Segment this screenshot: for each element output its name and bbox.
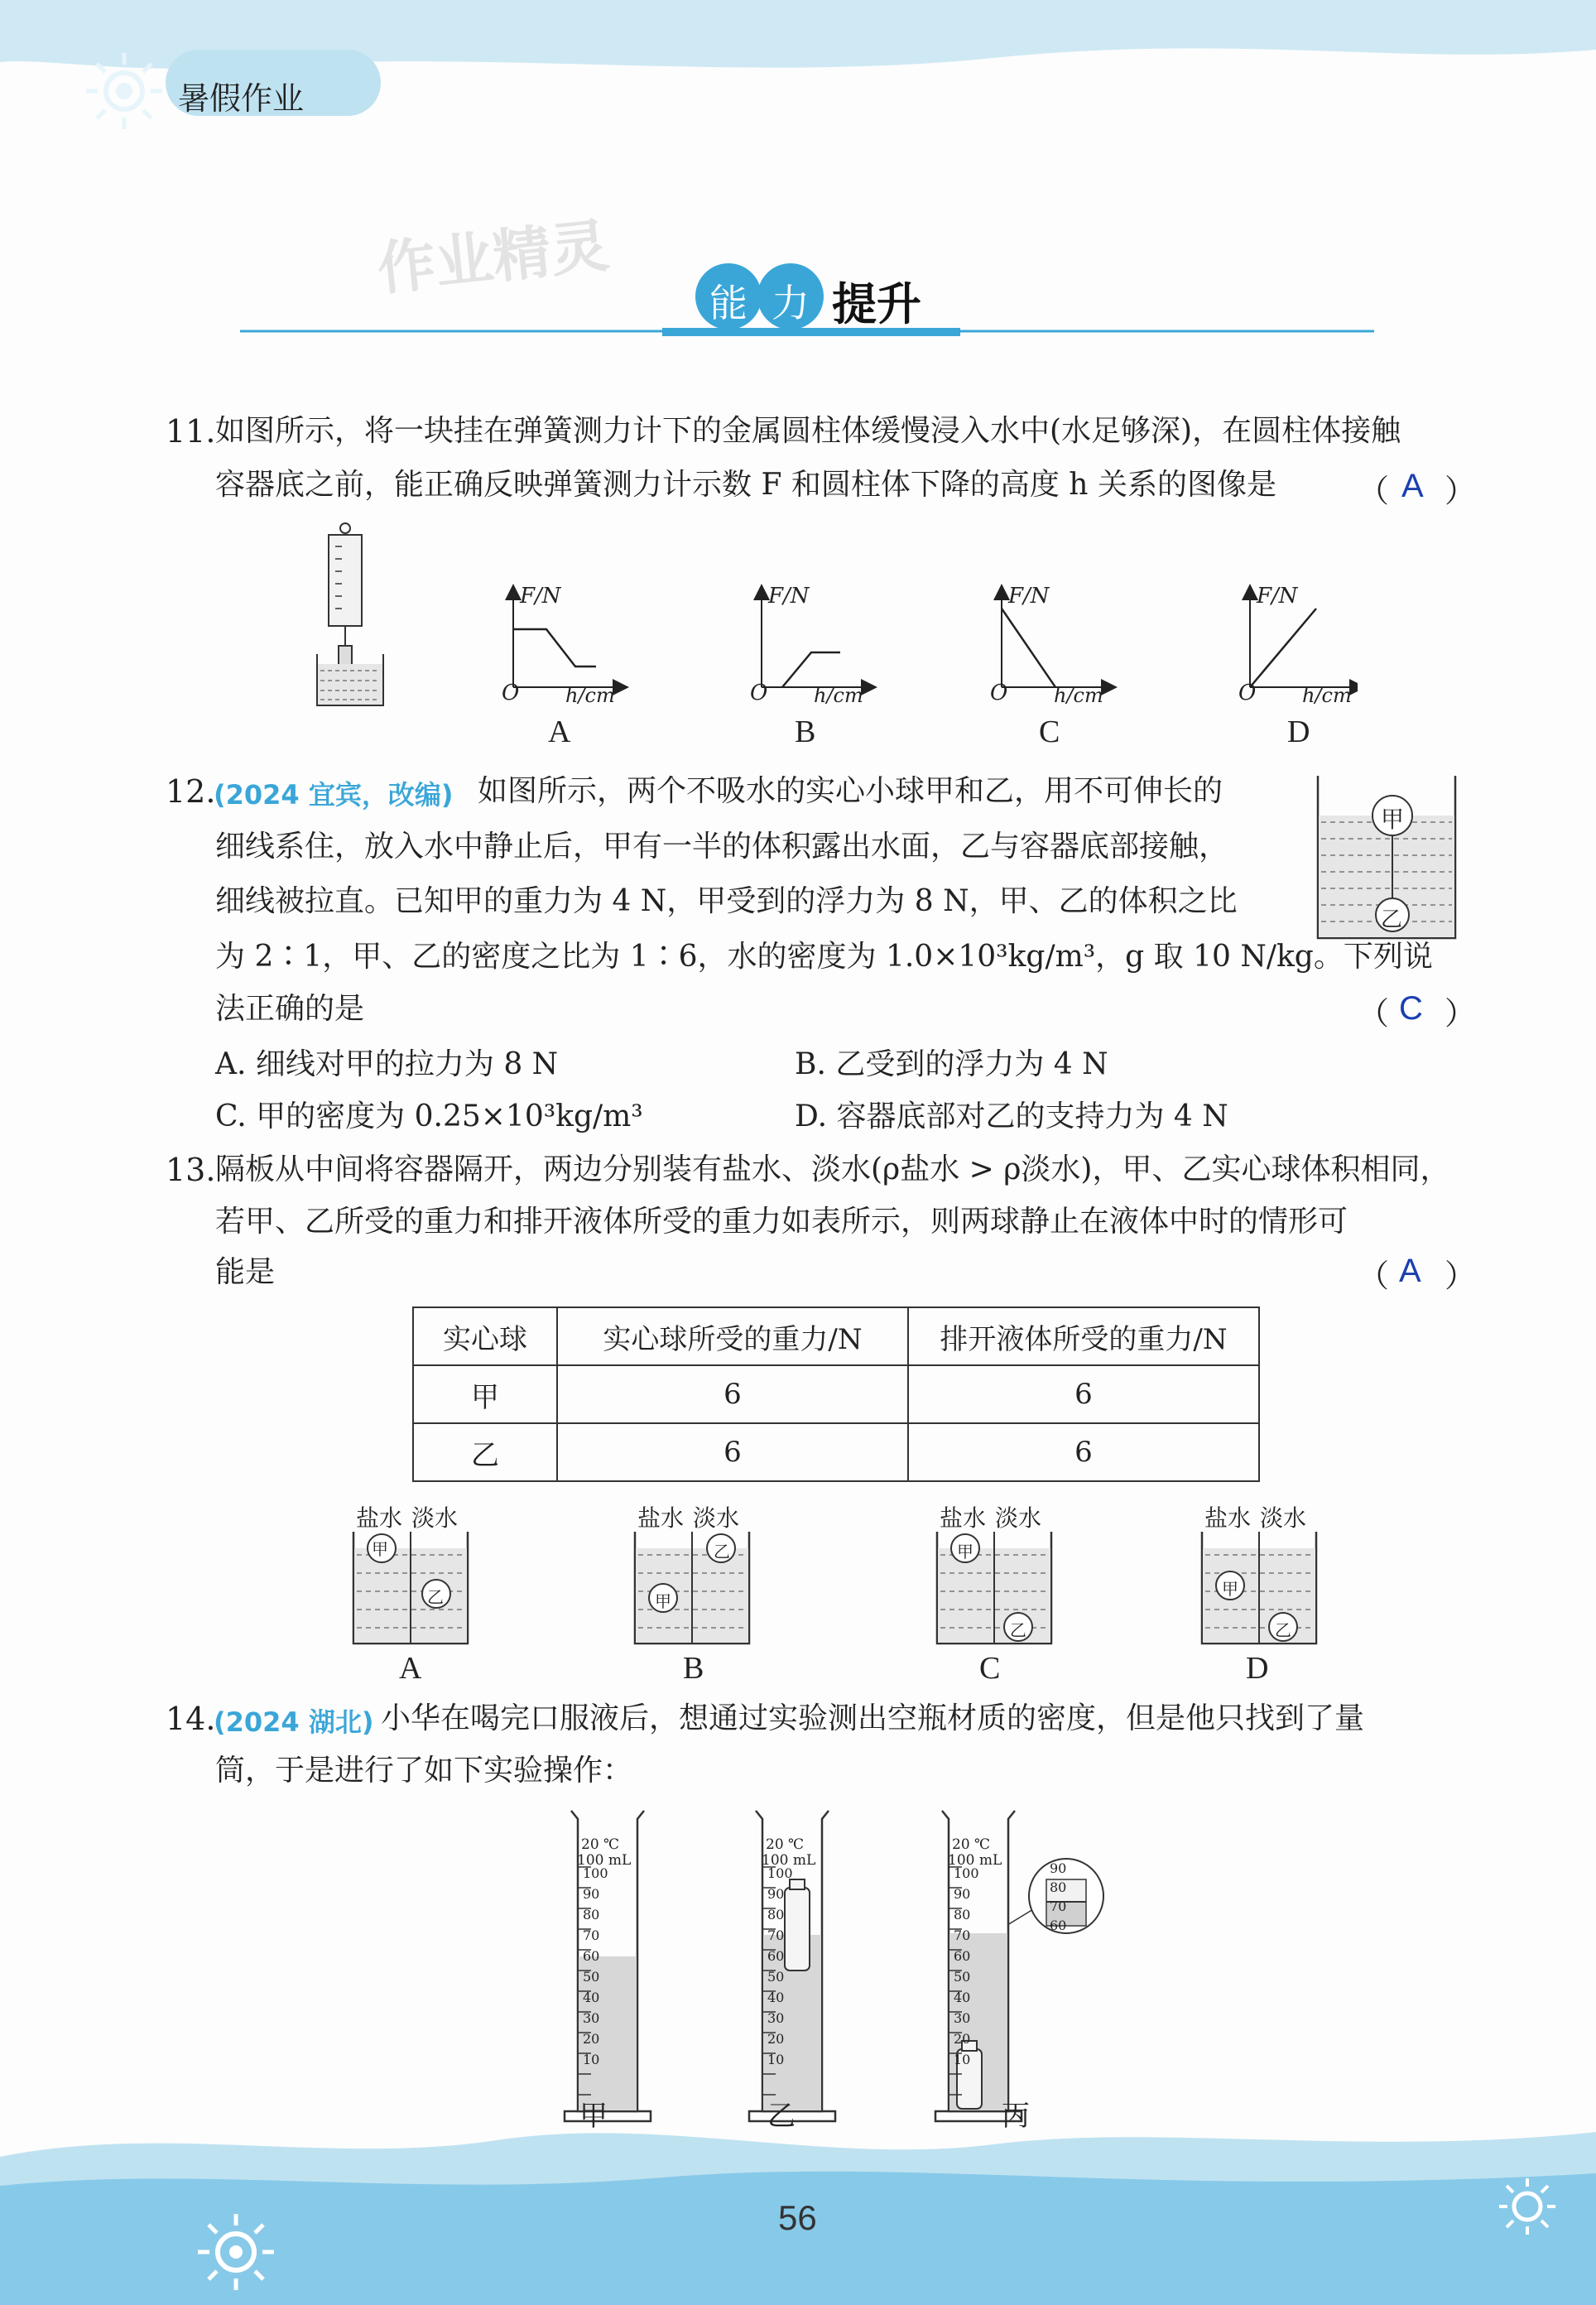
- q14-yi-temp: 20 ℃: [766, 1836, 805, 1853]
- q11-graphs: [480, 580, 1358, 762]
- q13-c-ball-yi: 乙: [1010, 1620, 1026, 1640]
- q11-graph-d-origin: O: [1238, 681, 1257, 705]
- q14-bing-tick: 60: [954, 1948, 971, 1964]
- q14-bing-tick: 30: [954, 2010, 971, 2026]
- q11-line1: 如图所示，将一块挂在弹簧测力计下的金属圆柱体缓慢浸入水中(水足够深)，在圆柱体接触: [215, 414, 1401, 448]
- table-row: [413, 1365, 1259, 1423]
- q14-jia-tick: 80: [583, 1907, 600, 1922]
- q14-number: 14.: [166, 1701, 216, 1737]
- q13-containers-figure: [348, 1532, 1324, 1648]
- q12-option-d: D. 容器底部对乙的支持力为 4 N: [795, 1100, 1228, 1133]
- q13-d-salt-label: 盐水: [1204, 1504, 1252, 1532]
- q14-zoom-tick: 70: [1050, 1898, 1067, 1914]
- q13-choice-a: A: [399, 1651, 422, 1686]
- q13-a-ball-jia: 甲: [372, 1539, 388, 1559]
- q13-line3: 能是: [215, 1255, 276, 1289]
- q14-zoom-tick: 80: [1050, 1879, 1067, 1895]
- q11-graph-b-ylabel: F/N: [768, 584, 810, 609]
- table-cell: 甲: [413, 1365, 557, 1423]
- q14-zoom-tick: 90: [1050, 1860, 1067, 1876]
- q14-bing-tick: 10: [954, 2052, 971, 2067]
- q14-jia-tick: 20: [583, 2031, 600, 2047]
- sun-icon: [198, 2214, 274, 2290]
- q14-yi-tick: 10: [767, 2052, 785, 2067]
- q13-answer-bracket-close: ）: [1445, 1258, 1477, 1294]
- q11-graph-d-ylabel: F/N: [1257, 584, 1298, 609]
- q11-answer-bracket-close: ）: [1445, 473, 1477, 509]
- q12-line3: 细线被拉直。已知甲的重力为 4 N，甲受到的浮力为 8 N，甲、乙的体积之比: [215, 884, 1238, 918]
- q13-a-salt-label: 盐水: [356, 1504, 403, 1532]
- q13-answer: A: [1399, 1253, 1421, 1289]
- table-cell: 6: [908, 1423, 1259, 1481]
- q12-option-a: A. 细线对甲的拉力为 8 N: [215, 1047, 559, 1081]
- q14-jia-tick: 50: [583, 1969, 600, 1985]
- q13-choice-d: D: [1246, 1651, 1269, 1686]
- q11-graph-a-xlabel: h/cm: [565, 684, 615, 707]
- q12-option-b: B. 乙受到的浮力为 4 N: [795, 1047, 1108, 1081]
- header-banner: [0, 0, 1596, 141]
- q12-ball-yi: 乙: [1381, 907, 1403, 932]
- q14-label-bing: 丙: [1002, 2100, 1030, 2133]
- q12-answer-bracket-close: ）: [1445, 995, 1477, 1032]
- q13-b-ball-jia: 甲: [655, 1591, 671, 1611]
- q14-bing-temp: 20 ℃: [952, 1836, 991, 1853]
- q14-yi-tick: 40: [767, 1990, 785, 2005]
- q12-line2: 细线系住，放入水中静止后，甲有一半的体积露出水面，乙与容器底部接触，: [215, 830, 1229, 864]
- q11-answer-bracket: （: [1358, 473, 1390, 509]
- q13-b-fresh-label: 淡水: [693, 1504, 740, 1532]
- q13-container-a: [353, 1532, 468, 1643]
- q12-option-c: C. 甲的密度为 0.25×10³kg/m³: [215, 1100, 643, 1133]
- q13-d-ball-yi: 乙: [1275, 1620, 1291, 1640]
- q14-yi-cap: 100 mL: [762, 1852, 816, 1869]
- section-title-char1: 能: [709, 281, 748, 325]
- q14-yi-tick: 80: [767, 1907, 785, 1922]
- q11-line2: 容器底之前，能正确反映弹簧测力计示数 F 和圆柱体下降的高度 h 关系的图像是: [215, 468, 1276, 502]
- q14-jia-tick: 40: [583, 1990, 600, 2005]
- table-header-cell: 实心球: [413, 1307, 557, 1365]
- q13-a-ball-yi: 乙: [427, 1587, 444, 1607]
- q13-d-ball-jia: 甲: [1222, 1579, 1238, 1599]
- table-header-cell: 实心球所受的重力/N: [557, 1307, 908, 1365]
- q13-d-fresh-label: 淡水: [1260, 1504, 1307, 1532]
- q13-number: 13.: [166, 1152, 216, 1188]
- q13-b-salt-label: 盐水: [637, 1504, 685, 1532]
- q11-choice-a: A: [548, 715, 571, 749]
- q12-answer-bracket: （: [1358, 995, 1390, 1032]
- q14-yi-tick: 60: [767, 1948, 785, 1964]
- q14-label-yi: 乙: [767, 2100, 796, 2133]
- table-cell: 6: [557, 1365, 908, 1423]
- q14-jia-cap: 100 mL: [577, 1852, 632, 1869]
- q12-tag: (2024 宜宾，改编): [214, 779, 454, 811]
- q13-a-fresh-label: 淡水: [411, 1504, 459, 1532]
- q13-line1: 隔板从中间将容器隔开，两边分别装有盐水、淡水(ρ盐水 > ρ淡水)，甲、乙实心球体积相同，: [215, 1152, 1450, 1186]
- q11-graph-c-ylabel: F/N: [1008, 584, 1050, 609]
- watermark: 作业精灵: [374, 211, 613, 304]
- q14-zoom-tick: 60: [1050, 1918, 1067, 1933]
- q13-c-fresh-label: 淡水: [995, 1504, 1042, 1532]
- q14-bing-tick: 100: [954, 1865, 979, 1881]
- table-cell: 乙: [413, 1423, 557, 1481]
- q14-label-jia: 甲: [579, 2100, 608, 2133]
- q14-yi-tick: 50: [767, 1969, 785, 1985]
- q14-jia-temp: 20 ℃: [581, 1836, 620, 1853]
- q11-graph-d-xlabel: h/cm: [1302, 684, 1352, 707]
- q14-jia-tick: 60: [583, 1948, 600, 1964]
- q14-yi-tick: 20: [767, 2031, 785, 2047]
- q12-number: 12.: [166, 773, 216, 810]
- q14-jia-tick: 70: [583, 1927, 600, 1943]
- table-cell: 6: [557, 1423, 908, 1481]
- header-label: 暑假作业: [178, 80, 305, 117]
- q11-graph-c-xlabel: h/cm: [1054, 684, 1103, 707]
- q14-jia-tick: 10: [583, 2052, 600, 2067]
- table-row: [413, 1423, 1259, 1481]
- q13-line2: 若甲、乙所受的重力和排开液体所受的重力如表所示，则两球静止在液体中时的情形可: [215, 1205, 1348, 1239]
- q12-line5: 法正确的是: [215, 992, 365, 1026]
- q11-choice-c: C: [1039, 715, 1060, 749]
- q13-container-d: [1202, 1532, 1316, 1643]
- table-cell: 6: [908, 1365, 1259, 1423]
- q11-graph-c-origin: O: [990, 681, 1008, 705]
- q13-container-c: [937, 1532, 1051, 1643]
- q12-ball-jia: 甲: [1381, 806, 1405, 833]
- q11-choice-d: D: [1287, 715, 1310, 749]
- q14-bing-tick: 20: [954, 2031, 971, 2047]
- q14-jia-tick: 30: [583, 2010, 600, 2026]
- table-header-row: [413, 1307, 1259, 1365]
- q13-b-ball-yi: 乙: [714, 1542, 730, 1562]
- q11-graph-b-xlabel: h/cm: [814, 684, 863, 707]
- q11-graph-a-origin: O: [502, 681, 520, 705]
- section-title-char2: 力: [772, 281, 810, 325]
- q14-bing-cap: 100 mL: [948, 1852, 1002, 1869]
- q11-graph-b-origin: O: [750, 681, 768, 705]
- q11-graph-a-ylabel: F/N: [520, 584, 561, 609]
- q13-choice-c: C: [979, 1651, 1001, 1686]
- q14-bing-tick: 80: [954, 1907, 971, 1922]
- q11-answer: A: [1401, 468, 1424, 504]
- q13-container-b: [635, 1532, 749, 1643]
- q11-choice-b: B: [795, 715, 816, 749]
- q14-yi-tick: 70: [767, 1927, 785, 1943]
- q14-yi-tick: 100: [767, 1865, 793, 1881]
- q11-spring-scale-figure: [310, 522, 401, 712]
- q13-choice-b: B: [683, 1651, 704, 1686]
- q14-yi-tick: 30: [767, 2010, 785, 2026]
- q14-line1: 小华在喝完口服液后，想通过实验测出空瓶材质的密度，但是他只找到了量: [381, 1701, 1365, 1735]
- q14-bing-tick: 40: [954, 1990, 971, 2005]
- sun-icon: [86, 53, 162, 129]
- q14-line2: 筒，于是进行了如下实验操作：: [215, 1754, 633, 1788]
- q13-answer-bracket: （: [1358, 1258, 1390, 1294]
- q14-jia-tick: 90: [583, 1886, 600, 1902]
- q12-line1: 如图所示，两个不吸水的实心小球甲和乙，用不可伸长的: [478, 774, 1223, 808]
- q14-yi-tick: 90: [767, 1886, 785, 1902]
- q14-bing-tick: 50: [954, 1969, 971, 1985]
- q13-table: [412, 1306, 1260, 1482]
- q13-c-ball-jia: 甲: [957, 1542, 973, 1562]
- table-header-cell: 排开液体所受的重力/N: [908, 1307, 1259, 1365]
- q14-tag: (2024 湖北): [214, 1706, 374, 1738]
- q11-number: 11.: [166, 413, 216, 450]
- q12-answer: C: [1399, 990, 1423, 1027]
- q14-bing-tick: 90: [954, 1886, 971, 1902]
- section-title-text: 提升: [832, 278, 921, 330]
- q14-jia-tick: 100: [583, 1865, 608, 1881]
- page-number: 56: [778, 2198, 817, 2237]
- q14-bing-tick: 70: [954, 1927, 971, 1943]
- q12-line4: 为 2∶1，甲、乙的密度之比为 1∶6，水的密度为 1.0×10³kg/m³，g 取 10 N/kg。下列说: [215, 940, 1433, 974]
- q13-c-salt-label: 盐水: [940, 1504, 987, 1532]
